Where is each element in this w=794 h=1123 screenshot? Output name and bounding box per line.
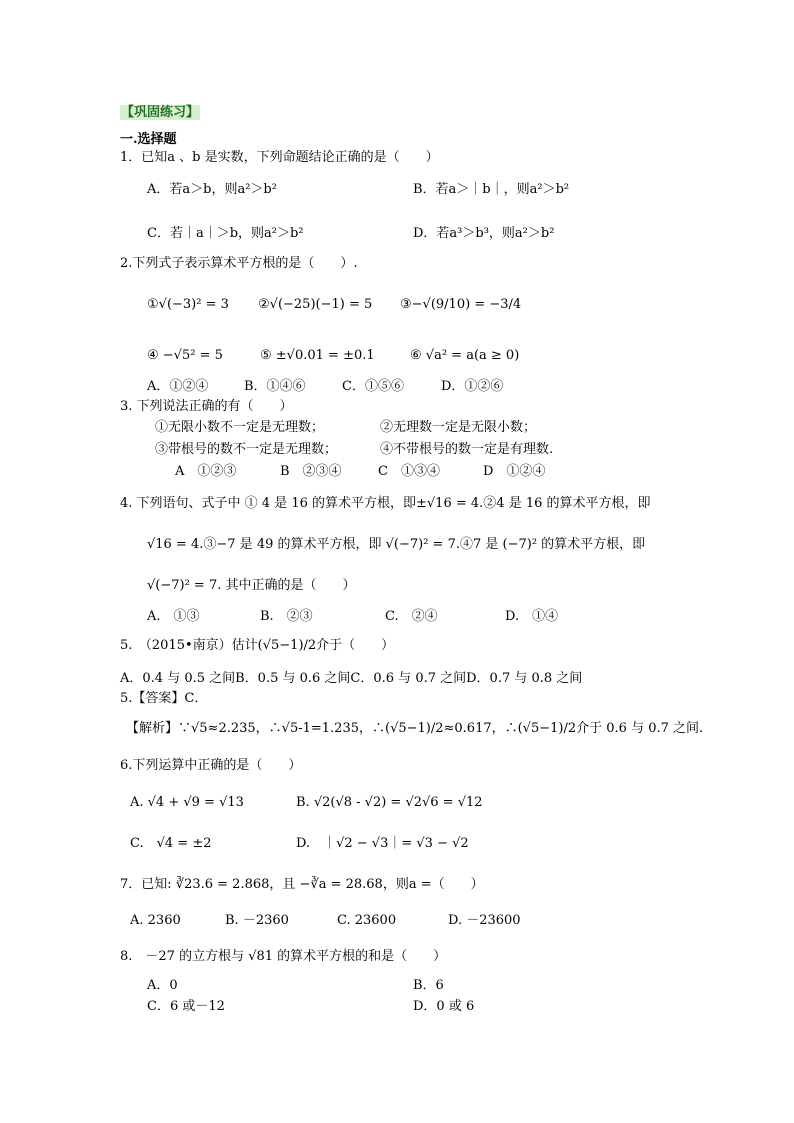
q4-option-a: A. ①③ — [147, 609, 200, 624]
q2-option-c: C．①⑤⑥ — [342, 379, 404, 394]
q6-option-a: A. √4 + √9 = √13 — [130, 795, 244, 810]
q7-option-c: C. 23600 — [337, 913, 397, 928]
section-heading: 【巩固练习】 — [121, 105, 200, 120]
q2-option-b: B．①④⑥ — [244, 379, 306, 394]
q3-option-a: A ①②③ — [175, 464, 237, 479]
q6-option-d: D. ｜√2 − √3｜= √3 − √2 — [296, 836, 469, 851]
q3-stem: 3. 下列说法正确的有（ ） — [120, 399, 293, 414]
q4-line-3: √(−7)² = 7. 其中正确的是（ ） — [147, 578, 356, 593]
q1-option-c: C．若｜a｜＞b，则a²＞b² — [147, 226, 304, 241]
q4-line-1: 4. 下列语句、式子中 ① 4 是 16 的算术平方根，即±√16 = 4.②4 是 16 的算术平方根，即 — [120, 496, 651, 511]
q4-line-2: √16 = 4.③−7 是 49 的算术平方根，即 √(−7)² = 7.④7 是 (−7)² 的算术平方根，即 — [147, 537, 646, 552]
q3-statement-3: ③带根号的数不一定是无理数； — [155, 442, 338, 457]
q5-stem: 5. （2015•南京）估计(√5−1)/2介于（ ） — [120, 638, 395, 653]
q5-analysis: 【解析】∵√5≈2.235，∴√5-1=1.235，∴(√5−1)/2≈0.617，∴(√5−1)/2介于 0.6 与 0.7 之间. — [126, 721, 704, 736]
q4-option-b: B. ②③ — [260, 609, 313, 624]
q6-option-c: C. √4 = ±2 — [130, 836, 212, 851]
q1-option-b: B．若a＞｜b｜，则a²＞b² — [413, 182, 570, 197]
q8-option-b: B．6 — [413, 978, 444, 993]
q7-option-d: D. －23600 — [448, 913, 521, 928]
q8-option-d: D．0 或 6 — [413, 999, 475, 1014]
q2-expr-5: ⑤ ±√0.01 = ±0.1 — [260, 348, 375, 363]
q3-option-b: B ②③④ — [280, 464, 342, 479]
q3-statement-4: ④不带根号的数一定是有理数. — [380, 442, 554, 457]
section-title: 一.选择题 — [120, 132, 177, 147]
q2-option-d: D．①②⑥ — [441, 379, 504, 394]
q8-option-a: A．0 — [147, 978, 178, 993]
q2-option-a: A．①②④ — [147, 379, 209, 394]
q4-option-d: D. ①④ — [505, 609, 559, 624]
q6-option-b: B. √2(√8 - √2) = √2√6 = √12 — [296, 795, 483, 810]
q3-option-c: C ①③④ — [378, 464, 440, 479]
q2-expr-2: ②√(−25)(−1) = 5 — [258, 297, 373, 312]
q2-expr-6: ⑥ √a² = a(a ≥ 0) — [410, 348, 520, 363]
q7-option-a: A. 2360 — [130, 913, 181, 928]
q5-answer: 5.【答案】C． — [120, 691, 208, 706]
q8-stem: 8. －27 的立方根与 √81 的算术平方根的和是（ ） — [120, 949, 447, 964]
q1-option-a: A．若a＞b，则a²＞b² — [147, 182, 277, 197]
q5-options: A．0.4 与 0.5 之间B．0.5 与 0.6 之间C．0.6 与 0.7 之间D．0.7 与 0.8 之间 — [120, 671, 583, 686]
q4-option-c: C. ②④ — [385, 609, 438, 624]
q1-option-d: D．若a³＞b³，则a²＞b² — [413, 226, 555, 241]
q7-option-b: B. －2360 — [225, 913, 289, 928]
q2-expr-1: ①√(−3)² = 3 — [147, 297, 229, 312]
q6-stem: 6.下列运算中正确的是（ ） — [120, 758, 302, 773]
q8-option-c: C．6 或－12 — [147, 999, 225, 1014]
q3-statement-2: ②无理数一定是无限小数； — [380, 420, 537, 435]
q3-statement-1: ①无限小数不一定是无理数； — [155, 420, 325, 435]
q7-stem: 7．已知: ∛23.6 = 2.868，且 −∛a = 28.68，则a =（ ） — [120, 877, 484, 892]
q3-option-d: D ①②④ — [483, 464, 546, 479]
q2-expr-3: ③−√(9/10) = −3/4 — [400, 297, 522, 312]
q1-stem: 1．已知a 、b 是实数，下列命题结论正确的是（ ） — [120, 150, 439, 165]
q2-expr-4: ④ −√5² = 5 — [147, 348, 223, 363]
q2-stem: 2.下列式子表示算术平方根的是（ ）. — [120, 256, 358, 271]
